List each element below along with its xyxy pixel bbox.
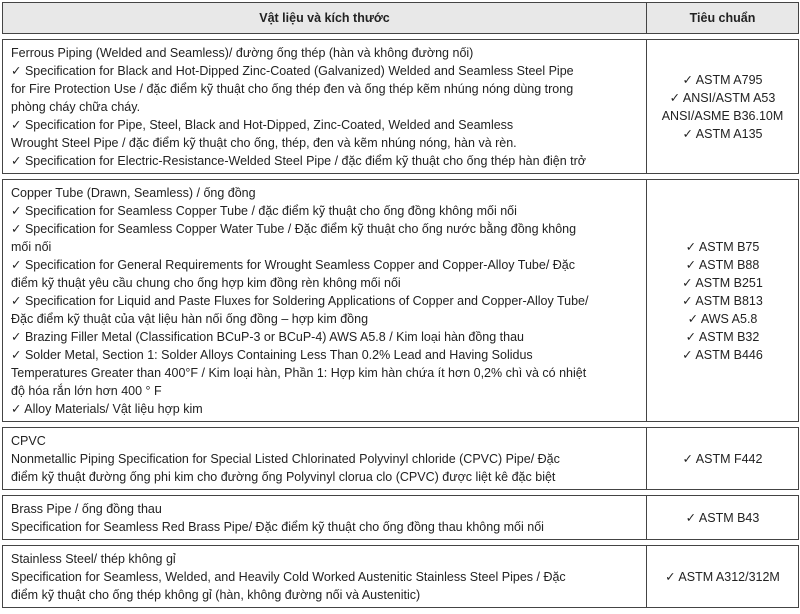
material-line: ✓ Specification for Black and Hot-Dipped Zinc-Coated (Galvanized) Welded and Seamless Steel Pipe: [11, 64, 574, 78]
standard-code: ✓ ASTM A312/312M: [665, 569, 780, 584]
material-line: Specification for Seamless Red Brass Pipe/ Đặc điểm kỹ thuật cho ống đồng thau không mối nối: [11, 520, 544, 534]
standard-cell: [647, 40, 799, 174]
header-row: [3, 3, 799, 34]
material-line: Ferrous Piping (Welded and Seamless)/ đường ống thép (hàn và không đường nối): [11, 46, 474, 60]
material-line: Copper Tube (Drawn, Seamless) / ống đồng: [11, 186, 256, 200]
material-line: phòng cháy chữa cháy.: [11, 100, 141, 114]
table-row: [3, 180, 799, 422]
material-line: ✓ Solder Metal, Section 1: Solder Alloys Containing Less Than 0.2% Lead and Having Solidus: [11, 348, 533, 362]
material-line: Wrought Steel Pipe / đặc điểm kỹ thuật cho ống, thép, đen và kẽm nhúng nóng, hàn và rèn.: [11, 136, 517, 150]
material-line: CPVC: [11, 434, 46, 448]
table-row: [3, 40, 799, 174]
material-line: ✓ Alloy Materials/ Vật liệu hợp kim: [11, 402, 203, 416]
material-line: Specification for Seamless, Welded, and Heavily Cold Worked Austenitic Stainless Steel Pipes / Đặc: [11, 570, 566, 584]
material-line: điểm kỹ thuật cho ống thép không gỉ (hàn, không đường nối và Austenitic): [11, 588, 421, 602]
standard-cell: [647, 546, 799, 608]
standard-cell: [647, 496, 799, 540]
material-cell: [3, 40, 647, 174]
standard-code: ✓ ANSI/ASTM A53: [669, 90, 776, 105]
standard-cell: [647, 428, 799, 490]
table-row: [3, 546, 799, 608]
material-line: Nonmetallic Piping Specification for Special Listed Chlorinated Polyvinyl chloride (CPVC) Pipe/ Đặc: [11, 452, 560, 466]
standard-code: ANSI/ASME B36.10M: [661, 108, 784, 123]
material-line: Brass Pipe / ống đồng thau: [11, 502, 162, 516]
material-line: Stainless Steel/ thép không gỉ: [11, 552, 176, 566]
material-line: Temperatures Greater than 400°F / Kim loại hàn, Phần 1: Hợp kim hàn chứa ít hơn 0,2% chì và có nhiệt: [11, 366, 587, 380]
material-cell: [3, 180, 647, 422]
material-line: ✓ Specification for Electric-Resistance-Welded Steel Pipe / đặc điểm kỹ thuật cho ống thép hàn điện trở: [11, 154, 586, 168]
material-cell: [3, 546, 647, 608]
material-line: điểm kỹ thuật đường ống phi kim cho đường ống Polyvinyl clorua clo (CPVC) được liệt kê đặc biệt: [11, 470, 556, 484]
table-row: [3, 496, 799, 540]
standard-code: ✓ ASTM B813: [682, 293, 763, 308]
specification-table: [2, 2, 799, 608]
material-cell: [3, 428, 647, 490]
material-line: ✓ Specification for Seamless Copper Water Tube / Đặc điểm kỹ thuật cho ống nước bằng đồng không: [11, 222, 577, 236]
material-line: ✓ Specification for General Requirements for Wrought Seamless Copper and Copper-Alloy Tube/ Đặc: [11, 258, 575, 272]
material-line: ✓ Specification for Seamless Copper Tube / đặc điểm kỹ thuật cho ống đồng không mối nối: [11, 204, 517, 218]
table-body: [3, 34, 799, 608]
standard-code: ✓ ASTM B446: [682, 347, 763, 362]
standard-cell: [647, 180, 799, 422]
standard-code: ✓ ASTM A135: [682, 126, 763, 141]
standard-code: ✓ ASTM B32: [685, 329, 760, 344]
standard-code: ✓ ASTM A795: [682, 72, 763, 87]
standard-code: ✓ AWS A5.8: [687, 311, 758, 326]
standard-code: ✓ ASTM B251: [682, 275, 763, 290]
header-standard: Tiêu chuẩn: [647, 3, 799, 34]
material-cell: [3, 496, 647, 540]
material-line: ✓ Specification for Liquid and Paste Fluxes for Soldering Applications of Copper and Copper-Alloy Tube/: [11, 294, 589, 308]
standard-code: ✓ ASTM B88: [685, 257, 760, 272]
standard-code: ✓ ASTM B43: [685, 510, 760, 525]
material-line: điểm kỹ thuật yêu cầu chung cho ống hợp kim đồng rèn không mối nối: [11, 276, 401, 290]
material-line: Đặc điểm kỹ thuật của vật liệu hàn nối ống đồng – hợp kim đồng: [11, 312, 369, 326]
material-line: ✓ Brazing Filler Metal (Classification BCuP-3 or BCuP-4) AWS A5.8 / Kim loại hàn đồng thau: [11, 330, 525, 344]
table-row: [3, 428, 799, 490]
material-line: độ hóa rắn lớn hơn 400 ° F: [11, 384, 162, 398]
material-line: mối nối: [11, 240, 52, 254]
material-line: ✓ Specification for Pipe, Steel, Black and Hot-Dipped, Zinc-Coated, Welded and Seamless: [11, 118, 514, 132]
standard-code: ✓ ASTM B75: [685, 239, 760, 254]
material-line: for Fire Protection Use / đặc điểm kỹ thuật cho ống thép đen và ống thép kẽm nhúng nóng dùng trong: [11, 82, 574, 96]
standard-code: ✓ ASTM F442: [682, 451, 763, 466]
header-material: Vật liệu và kích thước: [3, 3, 647, 34]
